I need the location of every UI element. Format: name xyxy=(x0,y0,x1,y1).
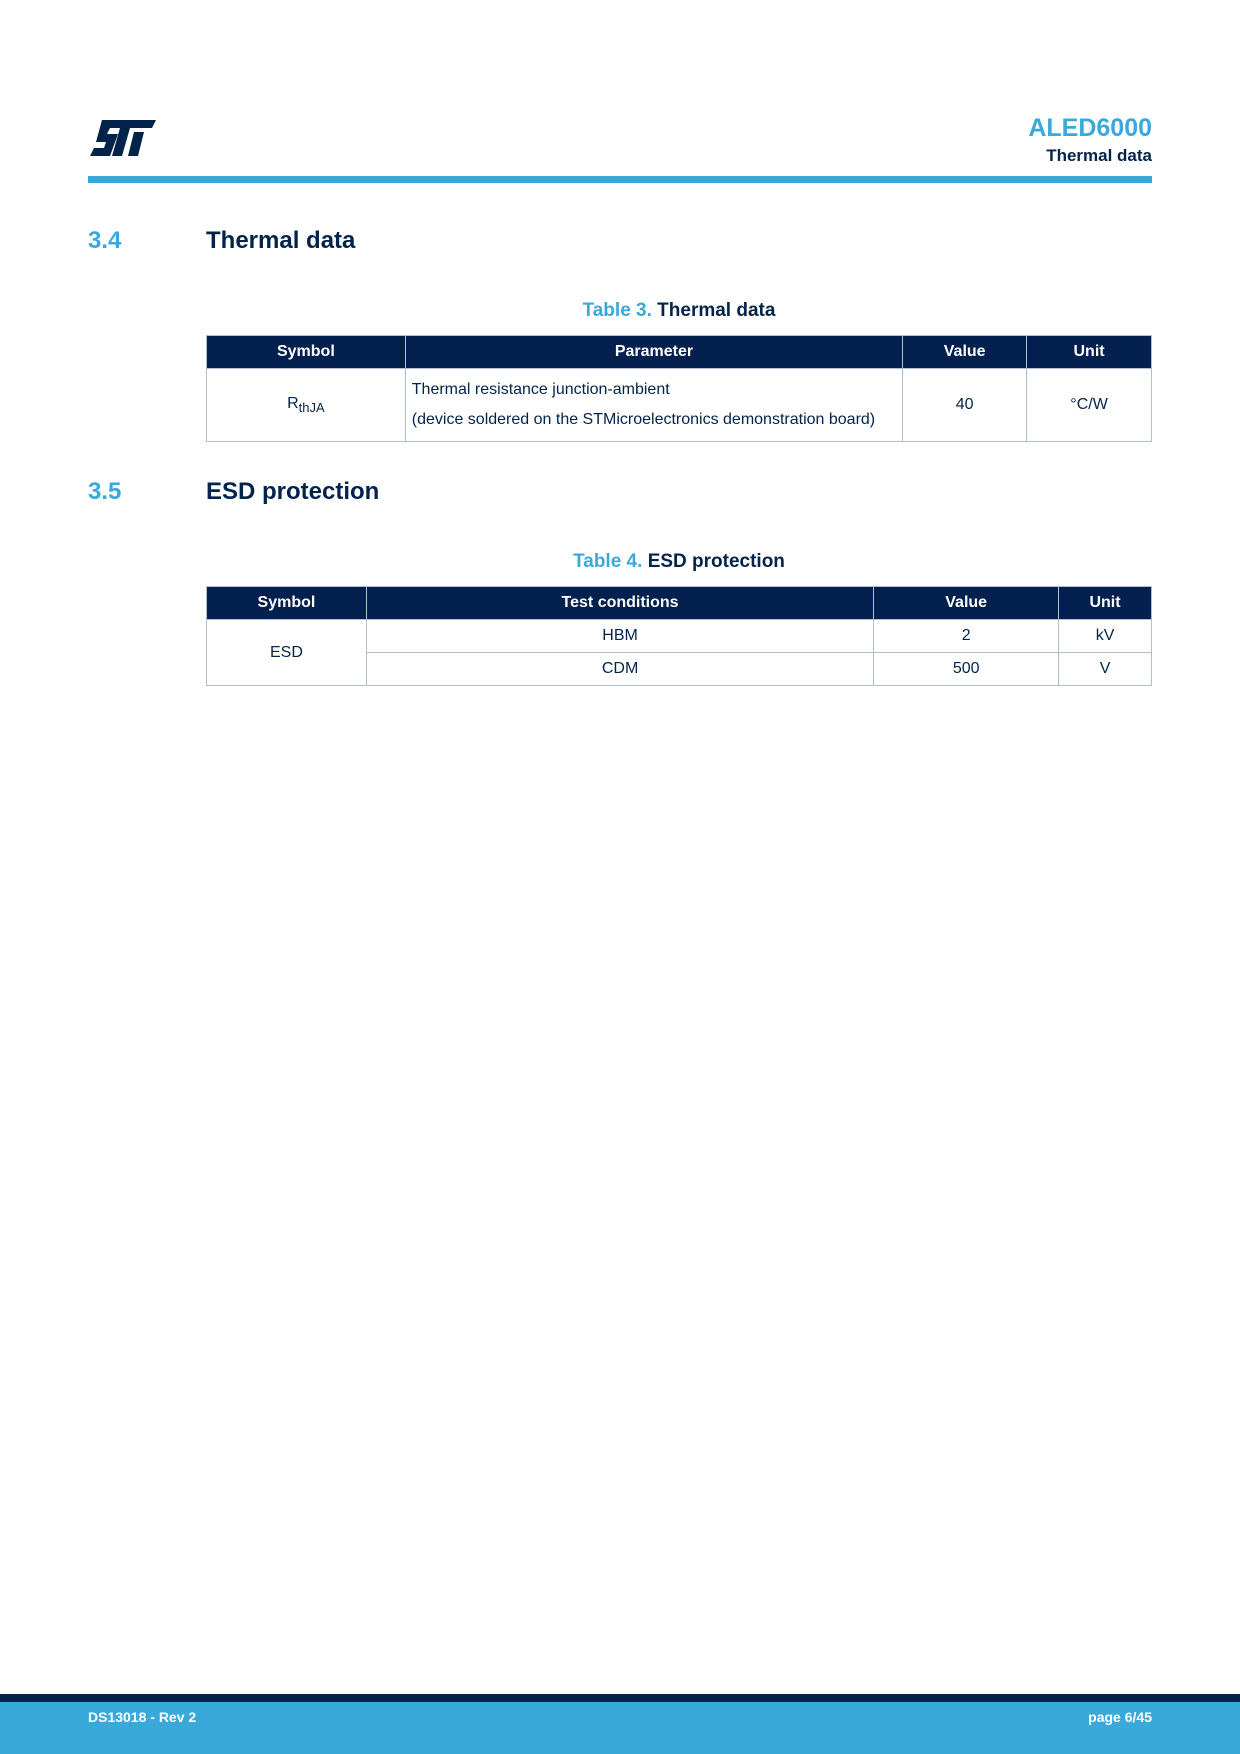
header-rule xyxy=(88,176,1152,183)
footer xyxy=(0,1702,1240,1754)
unit-cell: °C/W xyxy=(1027,369,1152,442)
section-number: 3.5 xyxy=(88,478,122,505)
table-caption xyxy=(206,551,1152,573)
unit-cell: kV xyxy=(1059,620,1152,653)
thermal-data-table xyxy=(206,335,1152,442)
value-cell: 2 xyxy=(874,620,1059,653)
table-caption-title: ESD protection xyxy=(647,551,785,572)
section-title: Thermal data xyxy=(206,227,356,254)
column-header: Parameter xyxy=(405,336,902,369)
column-header: Value xyxy=(903,336,1027,369)
document-title: ALED6000 xyxy=(1028,114,1152,142)
table-header-row xyxy=(207,336,1152,369)
esd-protection-table xyxy=(206,586,1152,686)
symbol-cell xyxy=(207,369,406,442)
column-header: Symbol xyxy=(207,336,406,369)
column-header: Value xyxy=(874,587,1059,620)
column-header: Unit xyxy=(1059,587,1152,620)
table-row xyxy=(207,369,1152,442)
table-caption xyxy=(206,300,1152,322)
condition-cell: HBM xyxy=(366,620,873,653)
table-caption-number: Table 3. xyxy=(582,300,652,321)
parameter-cell xyxy=(405,369,902,442)
section-number: 3.4 xyxy=(88,227,122,254)
column-header: Unit xyxy=(1027,336,1152,369)
value-cell: 40 xyxy=(903,369,1027,442)
footer-rule xyxy=(0,1694,1240,1702)
parameter-line: (device soldered on the STMicroelectronics demonstration board) xyxy=(411,411,876,428)
page-number: page 6/45 xyxy=(1088,1709,1152,1725)
symbol-main: R xyxy=(287,394,299,412)
value-cell: 500 xyxy=(874,653,1059,686)
condition-cell: CDM xyxy=(366,653,873,686)
section-title: ESD protection xyxy=(206,478,380,505)
symbol-subscript: thJA xyxy=(298,400,325,416)
table-caption-title: Thermal data xyxy=(657,300,776,321)
header-section-title: Thermal data xyxy=(1046,146,1152,165)
symbol-cell: ESD xyxy=(207,620,367,686)
table-caption-number: Table 4. xyxy=(573,551,643,572)
table-row xyxy=(207,620,1152,653)
unit-cell: V xyxy=(1059,653,1152,686)
document-id: DS13018 - Rev 2 xyxy=(88,1709,197,1725)
st-logo xyxy=(88,118,158,158)
column-header: Test conditions xyxy=(366,587,873,620)
column-header: Symbol xyxy=(207,587,367,620)
table-header-row xyxy=(207,587,1152,620)
parameter-line: Thermal resistance junction-ambient xyxy=(411,381,670,398)
